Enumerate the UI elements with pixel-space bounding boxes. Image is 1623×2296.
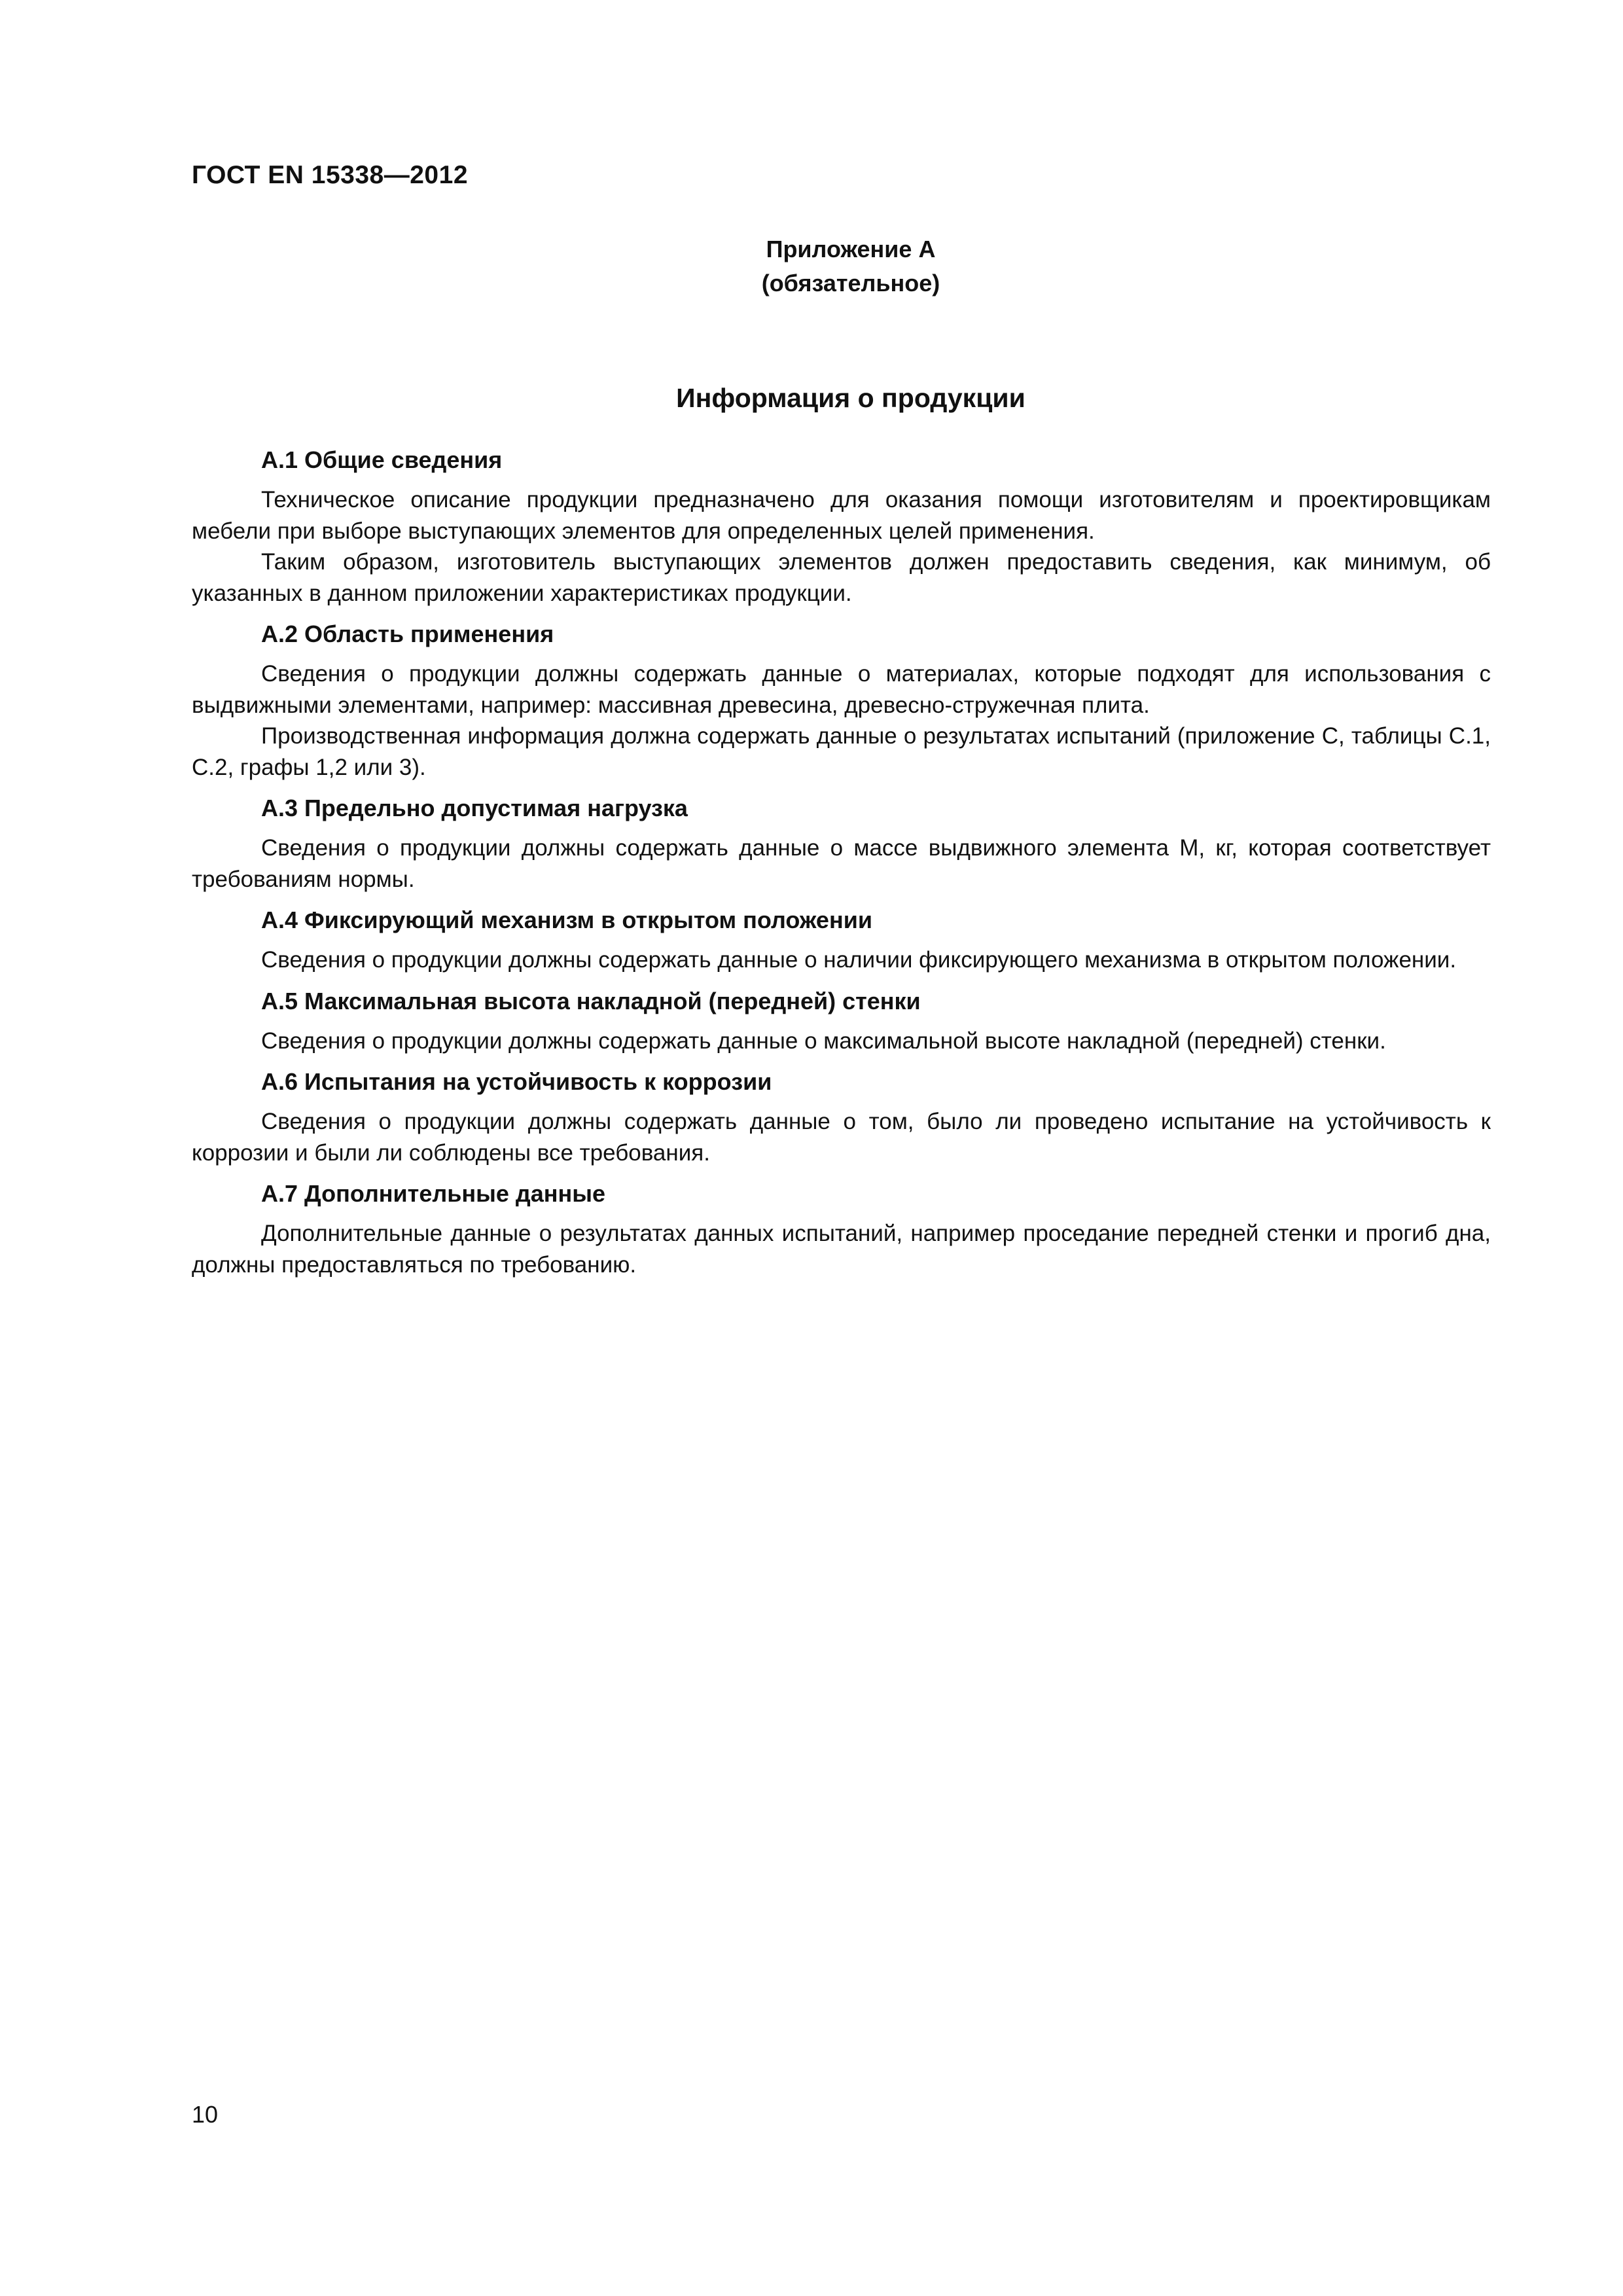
section-a3 [192, 793, 1491, 895]
section-heading: А.4 Фиксирующий механизм в открытом положении [261, 906, 872, 933]
section-a6 [192, 1067, 1491, 1168]
paragraph: Сведения о продукции должны содержать данные о том, было ли проведено испытание на устойчивость к коррозии и были ли соблюдены все требования. [192, 1109, 1491, 1166]
section-heading: А.6 Испытания на устойчивость к коррозии [261, 1068, 772, 1095]
page-number: 10 [192, 2101, 219, 2128]
section-heading: А.5 Максимальная высота накладной (передней) стенки [261, 987, 921, 1014]
annex-label: Приложение А [766, 236, 936, 262]
annex-title: Информация о продукции [676, 383, 1026, 413]
annex-status: (обязательное) [761, 270, 940, 296]
paragraph: Сведения о продукции должны содержать данные о массе выдвижного элемента М, кг, которая соответствует требованиям нормы. [192, 835, 1491, 892]
paragraph: Сведения о продукции должны содержать данные о наличии фиксирующего механизма в открытом положении. [261, 947, 1457, 973]
section-heading: А.1 Общие сведения [261, 446, 503, 473]
section-a2 [192, 619, 1491, 783]
section-a7 [192, 1179, 1491, 1280]
document-code: ГОСТ EN 15338—2012 [192, 161, 469, 189]
section-heading: А.2 Область применения [261, 620, 554, 647]
paragraph: Сведения о продукции должны содержать данные о материалах, которые подходят для использования с выдвижными элементами, например: массивная древесина, древесно-стружечная плита. [192, 661, 1491, 718]
section-heading: А.7 Дополнительные данные [261, 1180, 605, 1207]
annex-label-block [654, 232, 1047, 300]
paragraph: Производственная информация должна содержать данные о результатах испытаний (приложение С, таблицы С.1, С.2, графы 1,2 или 3). [192, 723, 1491, 780]
paragraph: Дополнительные данные о результатах данных испытаний, например проседание передней стенки и прогиб дна, должны предоставляться по требованию. [192, 1221, 1491, 1278]
section-a4 [192, 905, 1491, 976]
annex-content [192, 445, 1491, 1280]
section-a5 [192, 986, 1491, 1057]
section-heading: А.3 Предельно допустимая нагрузка [261, 795, 688, 821]
paragraph: Техническое описание продукции предназначено для оказания помощи изготовителям и проектировщикам мебели при выборе выступающих элементов для определенных целей применения. [192, 487, 1491, 544]
section-a1 [192, 445, 1491, 609]
paragraph: Таким образом, изготовитель выступающих элементов должен предоставить сведения, как минимум, об указанных в данном приложении характеристиках продукции. [192, 549, 1491, 606]
paragraph: Сведения о продукции должны содержать данные о максимальной высоте накладной (передней) стенки. [261, 1028, 1386, 1054]
